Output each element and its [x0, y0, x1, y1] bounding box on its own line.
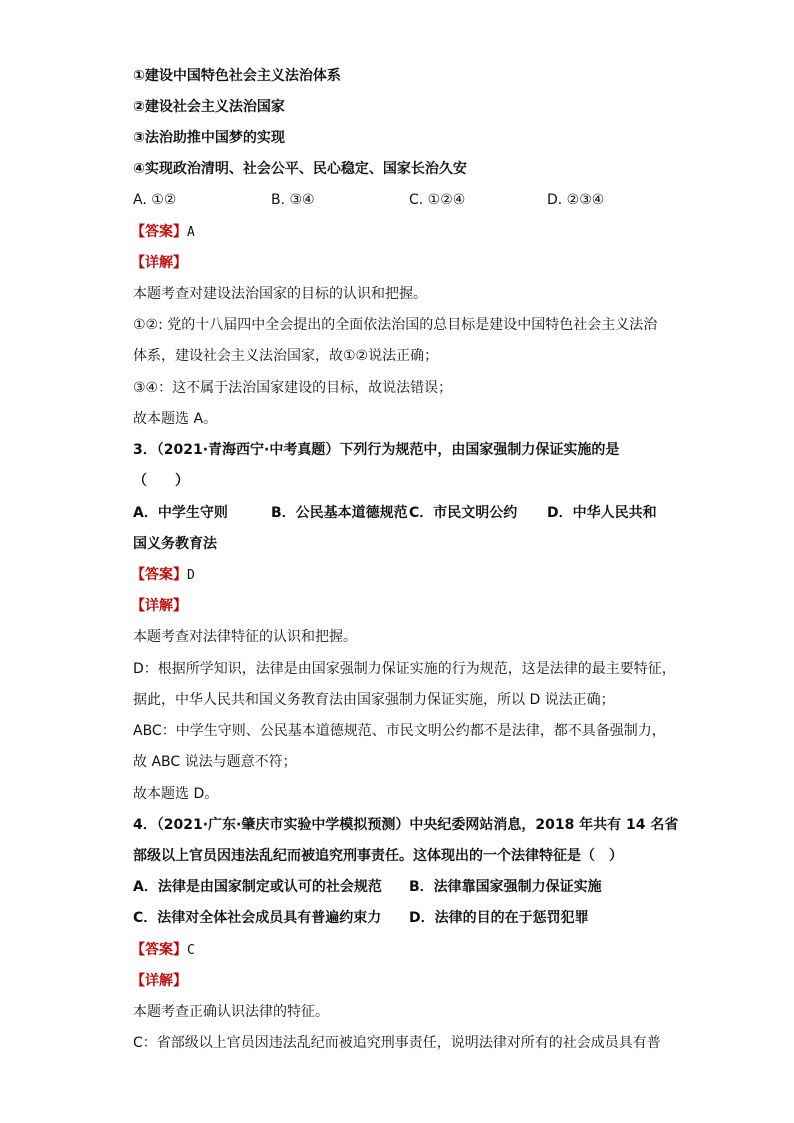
q3-detail-label: 【详解】 — [131, 598, 187, 614]
q2-detail-line-5: 故本题选 A。 — [133, 411, 218, 427]
q3-stem-line-1: 3．（2021·青海西宁·中考真题）下列行为规范中，由国家强制力保证实施的是 — [133, 442, 620, 458]
q4-stem-line-2: 部级以上官员因违法乱纪而被追究刑事责任。这体现出的一个法律特征是（ ） — [133, 848, 623, 864]
q3-option-d-cont: 国义务教育法 — [133, 536, 217, 552]
q4-option-c: C．法律对全体社会成员具有普遍约束力 — [133, 910, 382, 926]
q3-option-a: A．中学生守则 — [133, 505, 228, 521]
q2-detail-label: 【详解】 — [131, 255, 187, 271]
q4-answer-row — [131, 940, 195, 961]
q4-detail-label: 【详解】 — [131, 973, 187, 989]
q2-option-c: C. ①②④ — [409, 192, 466, 208]
q2-option-d: D. ②③④ — [547, 192, 605, 208]
q2-option-b: B. ③④ — [271, 192, 315, 208]
q2-item-1: ①建设中国特色社会主义法治体系 — [133, 68, 341, 84]
q3-answer-label: 【答案】 — [131, 567, 187, 583]
q3-answer-value: D — [187, 568, 195, 583]
q2-item-3: ③法治助推中国梦的实现 — [133, 130, 285, 146]
q2-option-a: A. ①② — [133, 192, 177, 208]
q2-answer-label: 【答案】 — [131, 224, 187, 240]
q2-answer-value: A — [187, 225, 195, 240]
q2-answer-row — [131, 222, 195, 243]
q3-detail-line-5: 故 ABC 说法与题意不符； — [133, 754, 297, 770]
q4-answer-label: 【答案】 — [131, 942, 187, 958]
q4-answer-value: C — [187, 943, 195, 958]
q3-detail-row — [131, 596, 187, 616]
q2-item-4: ④实现政治清明、社会公平、民心稳定、国家长治久安 — [133, 161, 467, 177]
q3-stem-line-2: （ ） — [133, 473, 189, 489]
q4-option-d: D．法律的目的在于惩罚犯罪 — [409, 910, 589, 926]
q2-detail-line-2: ①②: 党的十八届四中全会提出的全面依法治国的总目标是建设中国特色社会主义法治 — [133, 317, 658, 333]
q3-option-c: C．市民文明公约 — [409, 505, 518, 521]
q2-detail-line-1: 本题考查对建设法治国家的目标的认识和把握。 — [133, 286, 427, 302]
q4-option-a: A．法律是由国家制定或认可的社会规范 — [133, 879, 382, 895]
q4-detail-line-1: 本题考查正确认识法律的特征。 — [133, 1004, 329, 1020]
q2-item-2: ②建设社会主义法治国家 — [133, 99, 285, 115]
q3-detail-line-4: ABC：中学生守则、公民基本道德规范、市民文明公约都不是法律，都不具备强制力， — [133, 723, 666, 739]
q3-option-d: D．中华人民共和 — [547, 505, 657, 521]
q3-option-b: B．公民基本道德规范 — [271, 505, 408, 521]
q2-detail-row — [131, 253, 187, 273]
q3-detail-line-6: 故本题选 D。 — [133, 786, 219, 802]
q2-detail-line-4: ③④：这不属于法治国家建设的目标，故说法错误； — [133, 380, 453, 396]
q3-detail-line-2: D：根据所学知识，法律是由国家强制力保证实施的行为规范，这是法律的最主要特征， — [133, 661, 676, 677]
q2-detail-line-3: 体系，建设社会主义法治国家，故①②说法正确； — [133, 348, 439, 364]
q3-detail-line-3: 据此，中华人民共和国义务教育法由国家强制力保证实施，所以 D 说法正确； — [133, 692, 615, 708]
q4-option-b: B．法律靠国家强制力保证实施 — [409, 879, 602, 895]
q4-detail-row — [131, 971, 187, 991]
q3-answer-row — [131, 565, 195, 586]
q3-detail-line-1: 本题考查对法律特征的认识和把握。 — [133, 629, 357, 645]
q4-detail-line-2: C：省部级以上官员因违法乱纪而被追究刑事责任，说明法律对所有的社会成员具有普 — [133, 1035, 661, 1051]
q4-stem-line-1: 4．（2021·广东·肇庆市实验中学模拟预测）中央纪委网站消息，2018 年共有 14 名省 — [133, 817, 679, 833]
